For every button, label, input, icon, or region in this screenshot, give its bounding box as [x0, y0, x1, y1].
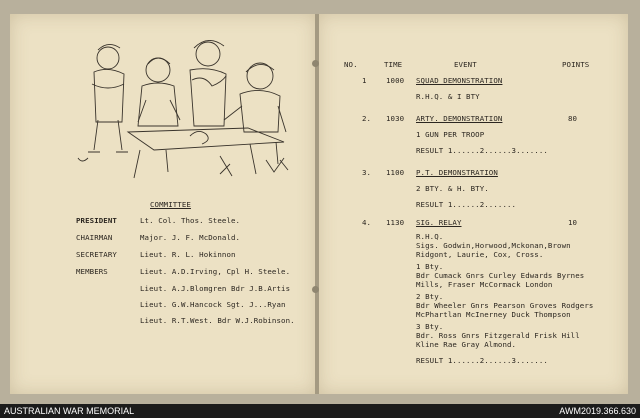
column-header-no: NO.: [344, 60, 358, 69]
program-item-time: 1000: [386, 76, 405, 85]
program-item-result: RESULT 1......2......3.......: [416, 146, 548, 155]
committee-names: Lt. Col. Thos. Steele.: [140, 216, 241, 225]
program-item-event: P.T. DEMONSTRATION: [416, 168, 498, 177]
program-item-line: Bdr Wheeler Gnrs Pearson Groves Rodgers: [416, 301, 594, 310]
footer-credit: AUSTRALIAN WAR MEMORIAL: [4, 406, 135, 416]
committee-names: Lieut. G.W.Hancock Sgt. J...Ryan: [140, 300, 286, 309]
committee-role: SECRETARY: [76, 250, 117, 259]
program-item-line: Sigs. Godwin,Horwood,Mckonan,Brown: [416, 241, 571, 250]
program-item-line: Kline Rae Gray Almond.: [416, 340, 517, 349]
program-item-line: Mills, Fraser McCormack London: [416, 280, 553, 289]
soldiers-sketch-illustration: [70, 40, 300, 190]
program-item-result: RESULT 1......2......3.......: [416, 356, 548, 365]
program-item-event: ARTY. DEMONSTRATION: [416, 114, 503, 123]
program-item-line: 2 Bty.: [416, 292, 444, 301]
program-item-line: 3 Bty.: [416, 322, 444, 331]
program-item-result: RESULT 1......2.......: [416, 200, 517, 209]
program-item-line: Bdr Cumack Gnrs Curley Edwards Byrnes: [416, 271, 585, 280]
committee-heading: COMMITTEE: [150, 200, 191, 209]
program-item-line: 2 BTY. & H. BTY.: [416, 184, 489, 193]
program-item-line: 1 Bty.: [416, 262, 444, 271]
program-item-event: SQUAD DEMONSTRATION: [416, 76, 503, 85]
staple-hole: [312, 286, 319, 293]
staple-hole: [312, 60, 319, 67]
footer-bar: [0, 404, 640, 418]
program-item-line: 1 GUN PER TROOP: [416, 130, 485, 139]
committee-names: Lieut. A.J.Blomgren Bdr J.B.Artis: [140, 284, 291, 293]
column-header-time: TIME: [384, 60, 403, 69]
program-item-no: 2.: [362, 114, 372, 123]
program-item-time: 1130: [386, 218, 405, 227]
program-item-no: 3.: [362, 168, 372, 177]
committee-names: Major. J. F. McDonald.: [140, 233, 241, 242]
program-item-line: Bdr. Ross Gnrs Fitzgerald Frisk Hill: [416, 331, 580, 340]
program-item-points: 10: [568, 218, 578, 227]
page-fold: [315, 14, 319, 394]
program-item-points: 80: [568, 114, 578, 123]
committee-role: CHAIRMAN: [76, 233, 113, 242]
program-item-no: 1: [362, 76, 367, 85]
committee-names: Lieut. R.T.West. Bdr W.J.Robinson.: [140, 316, 295, 325]
program-item-line: Ridgont, Laurie, Cox, Cross.: [416, 250, 544, 259]
committee-names: Lieut. A.D.Irving, Cpl H. Steele.: [140, 267, 291, 276]
column-header-event: EVENT: [454, 60, 477, 69]
program-item-line: R.H.Q. & I BTY: [416, 92, 480, 101]
committee-names: Lieut. R. L. Hokinnon: [140, 250, 236, 259]
program-item-time: 1100: [386, 168, 405, 177]
footer-accession-number: AWM2019.366.630: [559, 406, 636, 416]
column-header-points: POINTS: [562, 60, 590, 69]
program-item-no: 4.: [362, 218, 372, 227]
program-item-event: SIG. RELAY: [416, 218, 462, 227]
program-item-line: R.H.Q.: [416, 232, 444, 241]
committee-role: PRESIDENT: [76, 216, 117, 225]
committee-role: MEMBERS: [76, 267, 108, 276]
program-item-time: 1030: [386, 114, 405, 123]
program-item-line: McPhartlan McInerney Duck Thompson: [416, 310, 571, 319]
